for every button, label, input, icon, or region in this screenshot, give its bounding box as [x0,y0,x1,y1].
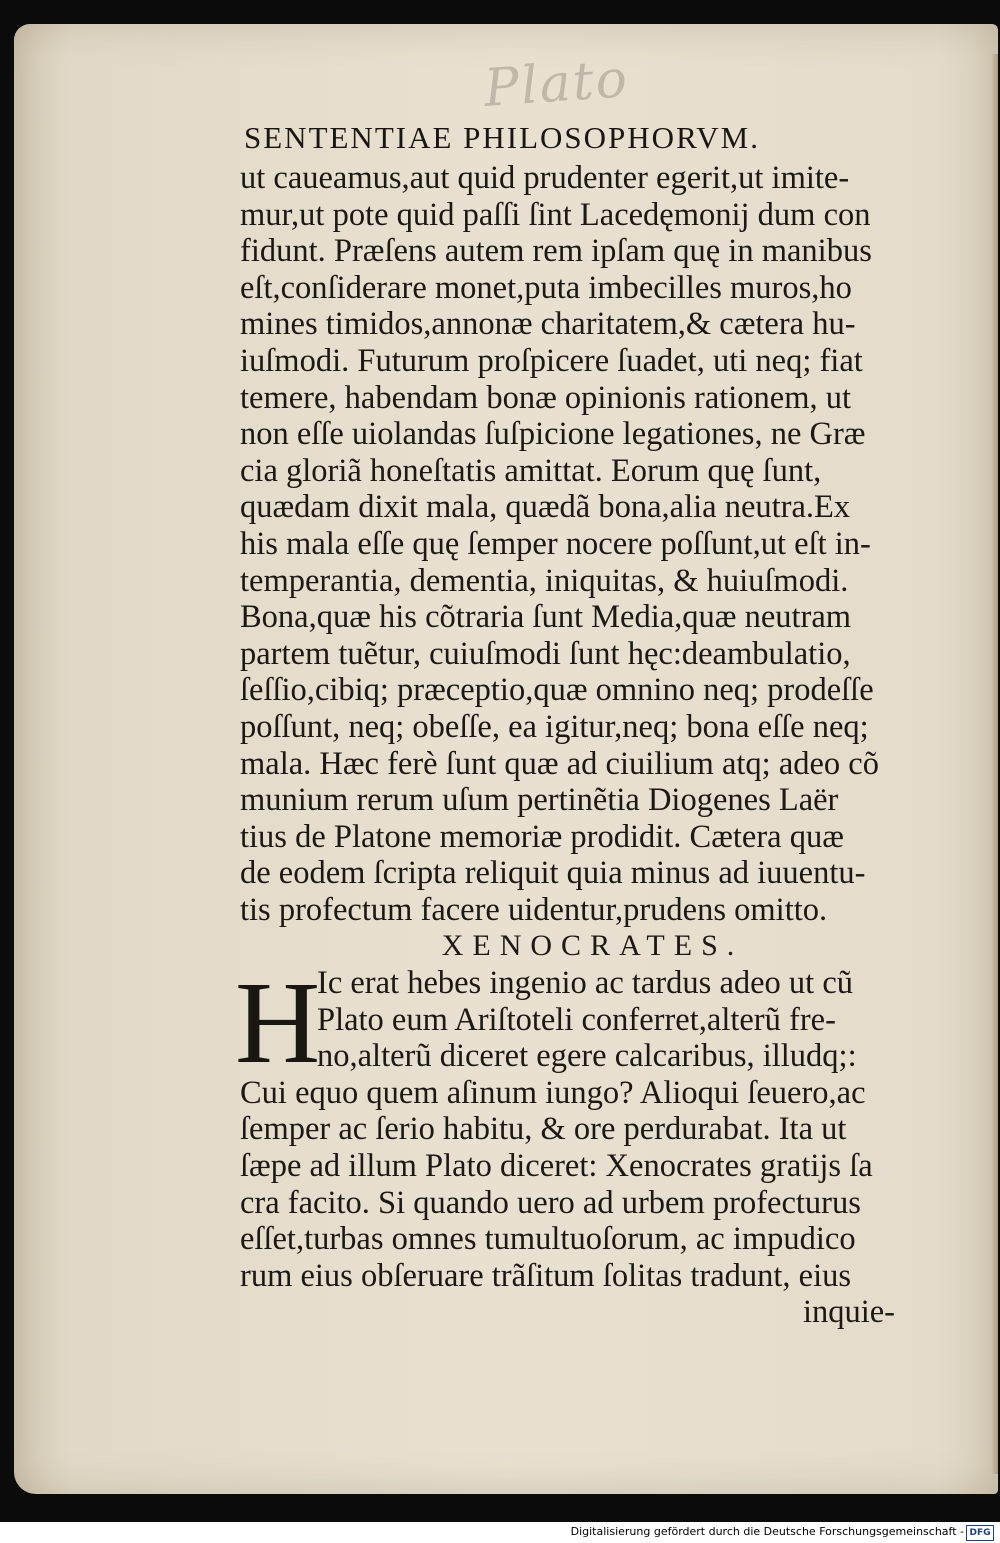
text-line: temperantia, dementia, iniquitas, & huiuſmodi. [240,562,849,599]
text-line: his mala eſſe quę ſemper nocere poſſunt,ut eſt in- [240,525,871,562]
text-line: tis profectum facere uidentur,prudens omitto. [240,891,828,928]
running-head: SENTENTIAE PHILOSOPHORVM. [244,120,760,155]
body-text-block-2 [240,1075,905,1295]
text-line: rum eius obſeruare trãſitum ſolitas tradunt, eius [240,1257,852,1294]
text-line: eſſet,turbas omnes tumultuoſorum, ac impudico [240,1221,856,1258]
catchword: inquie- [802,1294,895,1331]
pencil-annotation: Plato [482,49,631,119]
page-text [235,160,905,1331]
text-line: no,alterũ diceret egere calcaribus, illudq;: [317,1038,857,1075]
text-line: ſeſſio,cibiq; præceptio,quæ omnino neq; prodeſſe [240,672,874,709]
text-line: ut caueamus,aut quid prudenter egerit,ut imite- [240,160,850,196]
text-line: cra facito. Si quando uero ad urbem profecturus [240,1184,861,1221]
text-line: Cui equo quem aſinum iungo? Alioqui ſeuero,ac [240,1074,866,1111]
text-line: partem tuẽtur, cuiuſmodi ſunt hęc:deambulatio, [240,635,851,672]
text-line: Plato eum Ariſtoteli conferret,alterũ fre- [317,1001,836,1038]
text-line: mur,ut pote quid paſſi ſint Lacedęmonij dum con [240,196,871,233]
text-line: Bona,quæ his cõtraria ſunt Media,quæ neutram [240,599,852,636]
dropcap-paragraph [235,957,905,1089]
text-line: de eodem ſcripta reliquit quia minus ad iuuentu- [240,855,866,892]
dropcap-lines [240,965,905,1075]
text-line: cia gloriã honeſtatis amittat. Eorum quę ſunt, [240,452,822,489]
text-line: non eſſe uiolandas ſuſpicione legationes, ne Græ [240,416,866,453]
text-line: temere, habendam bonæ opinionis rationem, ut [240,379,852,416]
text-line: fidunt. Præſens autem rem ipſam quę in manibus [240,233,872,270]
text-line: tius de Platone memoriæ prodidit. Cætera quæ [240,818,844,855]
text-line: ſemper ac ſerio habitu, & ore perdurabat. Ita ut [240,1111,847,1148]
text-line: Ic erat hebes ingenio ac tardus adeo ut cũ [317,965,854,1002]
drop-cap: H [235,957,321,1089]
page-edge [992,54,998,1474]
text-line: poſſunt, neq; obeſſe, ea igitur,neq; bona eſſe neq; [240,708,869,745]
text-line: ſæpe ad illum Plato diceret: Xenocrates gratijs ſa [240,1148,873,1185]
text-line: quædam dixit mala, quædã bona,alia neutra.Ex [240,489,851,526]
dfg-logo: DFG [966,1525,994,1541]
section-heading: XENOCRATES. [441,929,744,963]
text-line: munium rerum uſum pertinẽtia Diogenes Laër [240,782,839,819]
text-line: mines timidos,annonæ charitatem,& cætera hu- [240,306,856,343]
text-line: mala. Hæc ferè ſunt quæ ad ciuilium atq; adeo cõ [240,745,879,782]
footer-bar [0,1522,1000,1543]
text-line: eſt,conſiderare monet,puta imbecilles muros,ho [240,269,852,306]
funding-notice: Digitalisierung gefördert durch die Deutsche Forschungsgemeinschaft - [570,1525,964,1538]
text-line: iuſmodi. Futurum proſpicere ſuadet, uti neq; fiat [240,342,863,379]
body-text-block-1 [240,160,905,928]
